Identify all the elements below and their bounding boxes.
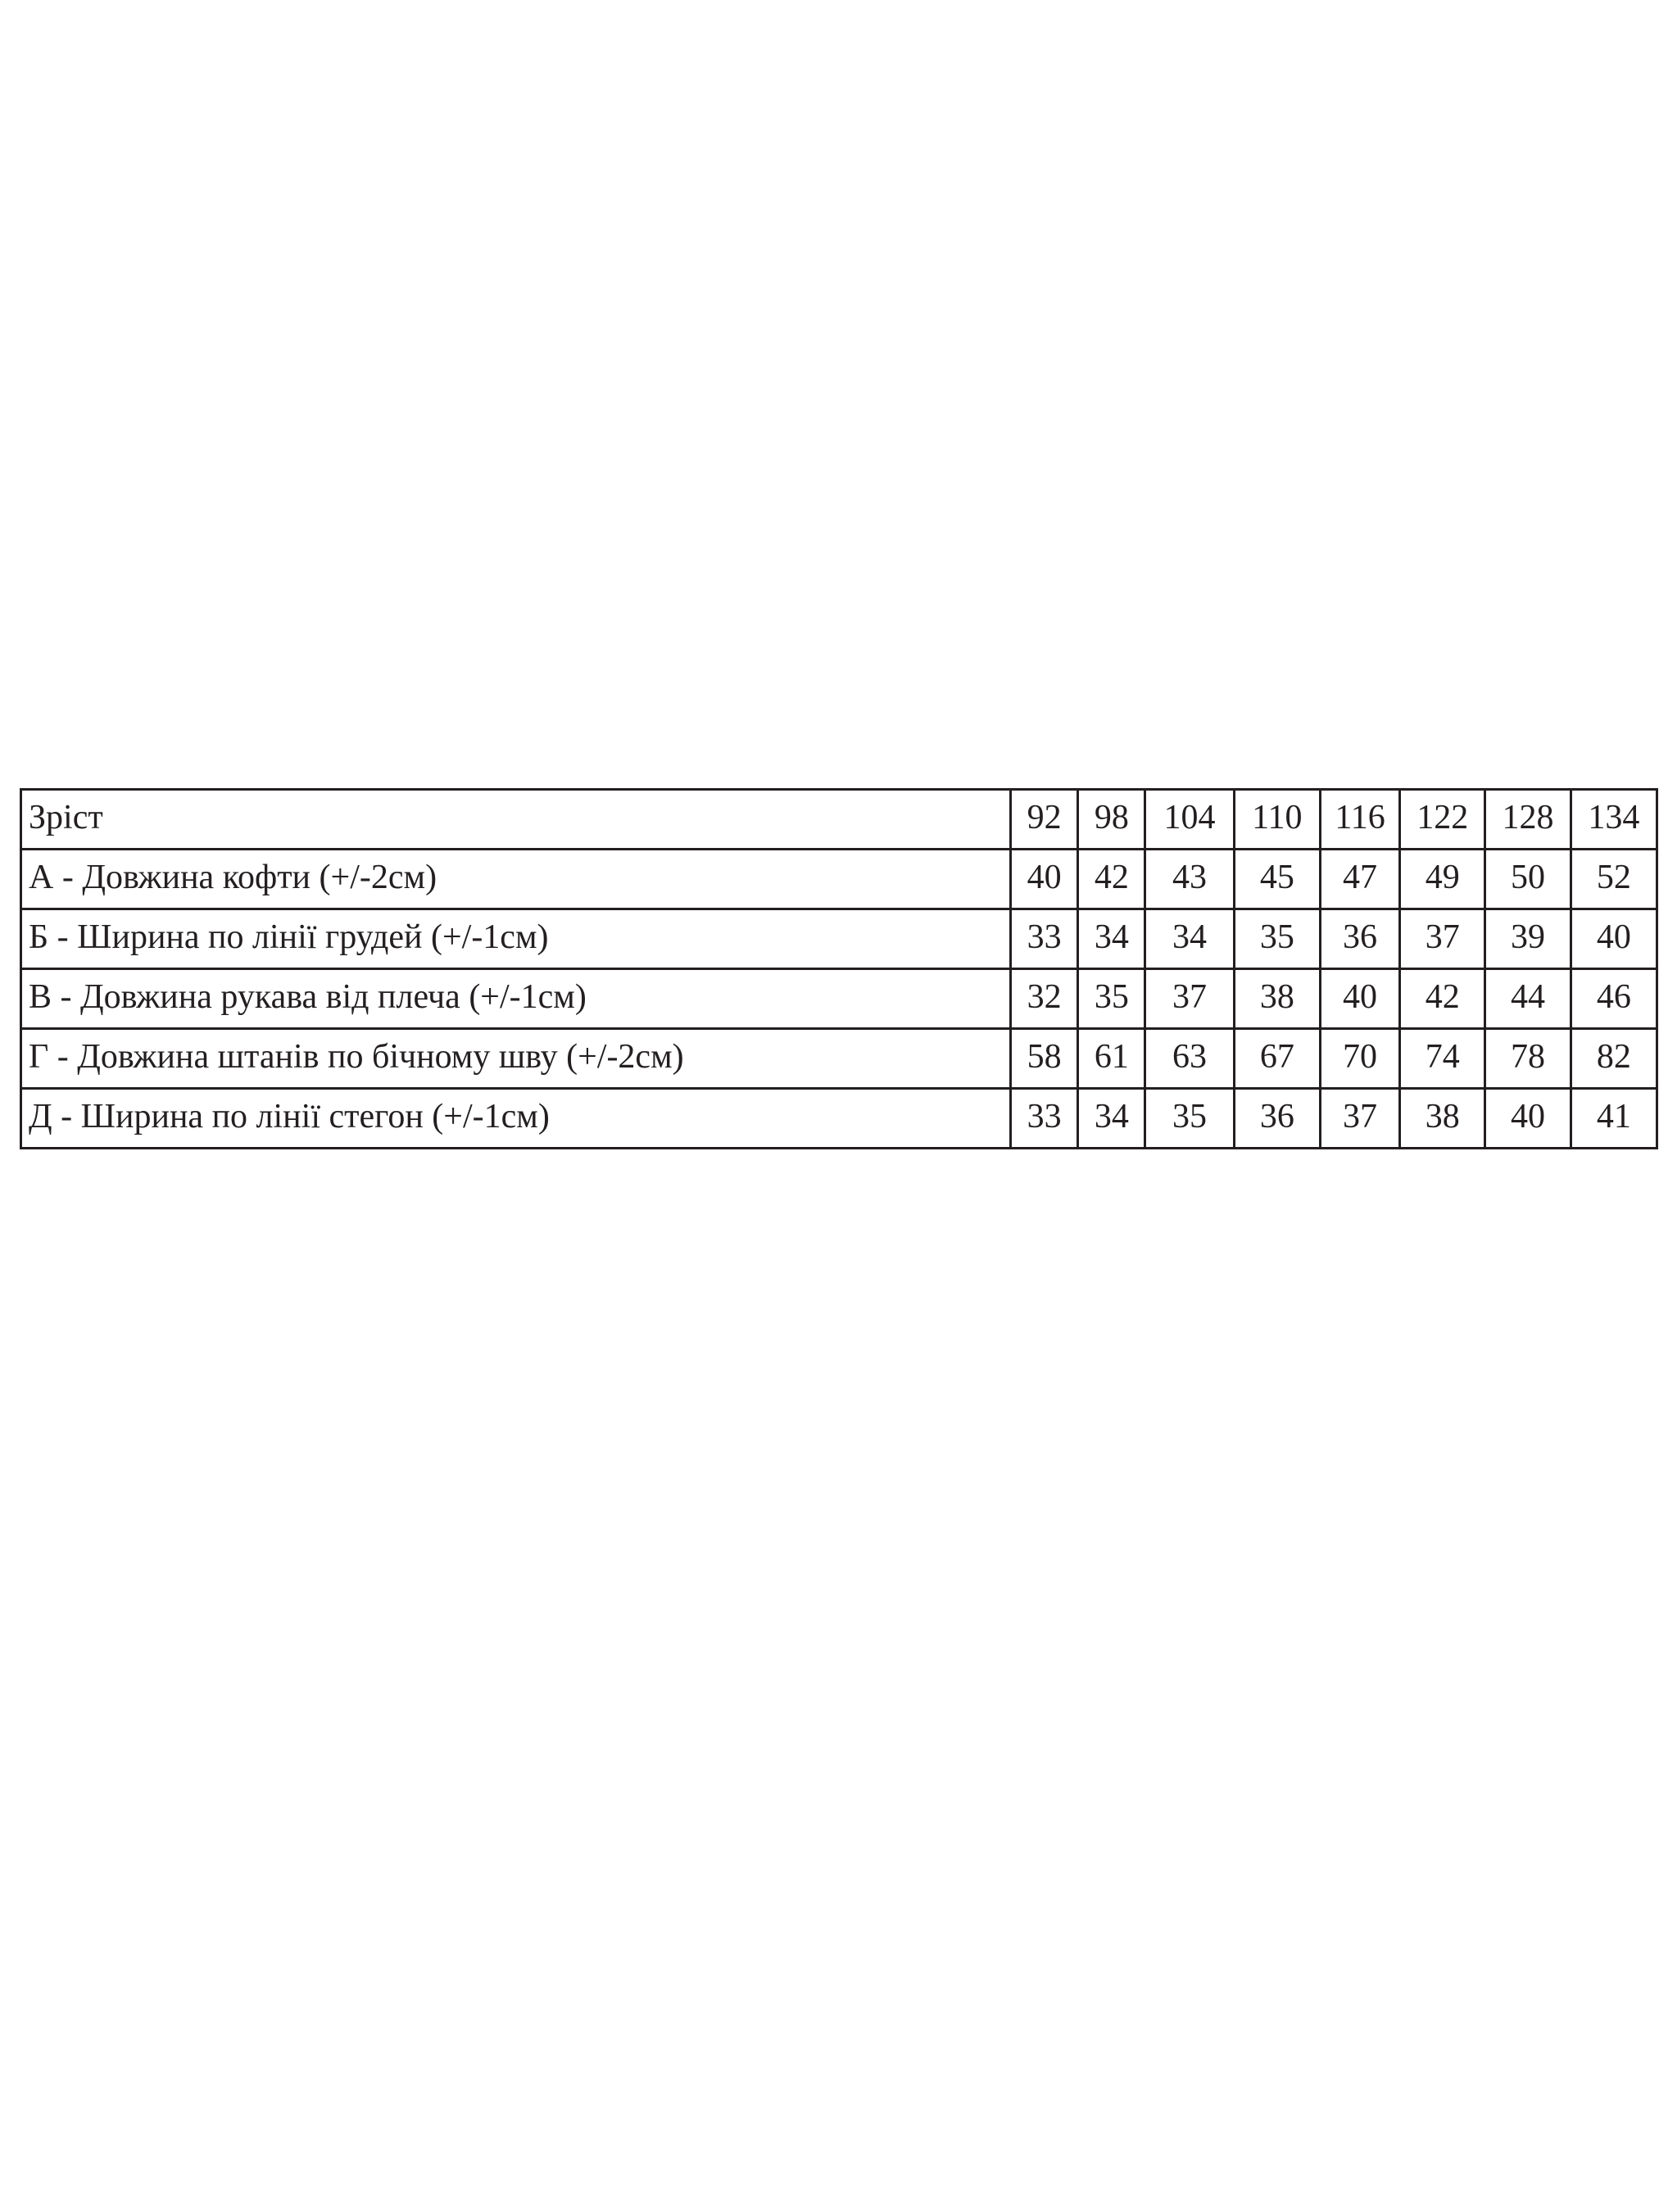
header-size: 92 (1011, 790, 1078, 850)
row-value: 58 (1011, 1029, 1078, 1089)
row-value: 46 (1571, 969, 1657, 1029)
header-size: 110 (1234, 790, 1320, 850)
row-value: 38 (1400, 1089, 1485, 1149)
row-value: 47 (1320, 850, 1399, 909)
row-value: 40 (1485, 1089, 1571, 1149)
row-value: 40 (1571, 909, 1657, 969)
row-value: 37 (1320, 1089, 1399, 1149)
table-row (21, 1089, 1657, 1149)
row-value: 33 (1011, 1089, 1078, 1149)
row-value: 44 (1485, 969, 1571, 1029)
row-label: А - Довжина кофти (+/-2см) (21, 850, 1011, 909)
row-value: 42 (1400, 969, 1485, 1029)
header-size: 134 (1571, 790, 1657, 850)
row-value: 33 (1011, 909, 1078, 969)
row-value: 35 (1234, 909, 1320, 969)
row-value: 36 (1320, 909, 1399, 969)
row-value: 36 (1234, 1089, 1320, 1149)
row-value: 39 (1485, 909, 1571, 969)
header-size: 98 (1078, 790, 1145, 850)
row-value: 34 (1145, 909, 1234, 969)
header-label: Зріст (21, 790, 1011, 850)
row-value: 43 (1145, 850, 1234, 909)
row-value: 41 (1571, 1089, 1657, 1149)
table-header-row (21, 790, 1657, 850)
row-value: 34 (1078, 909, 1145, 969)
row-value: 32 (1011, 969, 1078, 1029)
row-label: Д - Ширина по лінії стегон (+/-1см) (21, 1089, 1011, 1149)
row-value: 82 (1571, 1029, 1657, 1089)
row-value: 50 (1485, 850, 1571, 909)
row-value: 61 (1078, 1029, 1145, 1089)
row-value: 34 (1078, 1089, 1145, 1149)
header-size: 116 (1320, 790, 1399, 850)
row-value: 52 (1571, 850, 1657, 909)
row-value: 37 (1400, 909, 1485, 969)
row-value: 38 (1234, 969, 1320, 1029)
row-value: 40 (1011, 850, 1078, 909)
row-label: Б - Ширина по лінії грудей (+/-1см) (21, 909, 1011, 969)
row-value: 67 (1234, 1029, 1320, 1089)
header-size: 104 (1145, 790, 1234, 850)
row-value: 45 (1234, 850, 1320, 909)
header-size: 128 (1485, 790, 1571, 850)
size-chart-table (20, 788, 1658, 1149)
row-value: 37 (1145, 969, 1234, 1029)
row-value: 40 (1320, 969, 1399, 1029)
table-row (21, 850, 1657, 909)
row-value: 42 (1078, 850, 1145, 909)
table-row (21, 909, 1657, 969)
row-value: 78 (1485, 1029, 1571, 1089)
row-value: 70 (1320, 1029, 1399, 1089)
row-label: В - Довжина рукава від плеча (+/-1см) (21, 969, 1011, 1029)
table-row (21, 1029, 1657, 1089)
row-label: Г - Довжина штанів по бічному шву (+/-2см) (21, 1029, 1011, 1089)
row-value: 74 (1400, 1029, 1485, 1089)
header-size: 122 (1400, 790, 1485, 850)
row-value: 35 (1078, 969, 1145, 1029)
row-value: 49 (1400, 850, 1485, 909)
row-value: 63 (1145, 1029, 1234, 1089)
size-chart-container (20, 788, 1658, 1149)
row-value: 35 (1145, 1089, 1234, 1149)
table-row (21, 969, 1657, 1029)
